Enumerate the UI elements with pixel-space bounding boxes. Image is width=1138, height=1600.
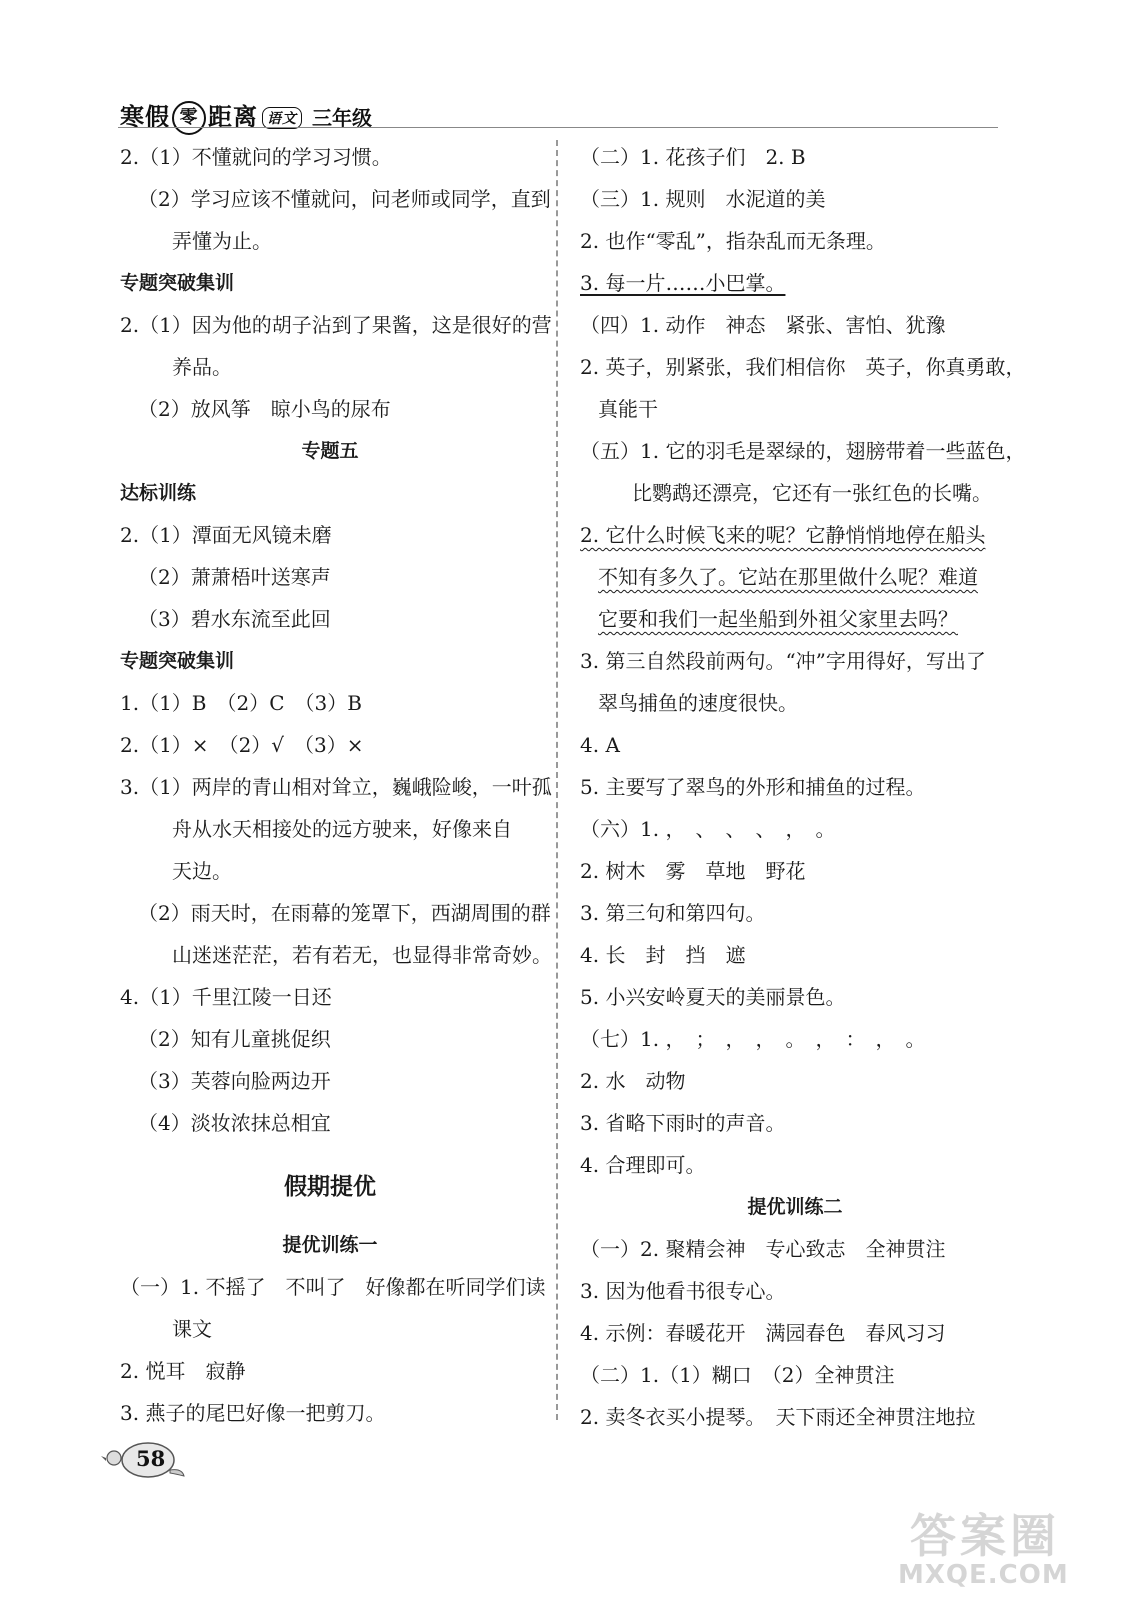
answer-line xyxy=(580,388,1010,430)
answer-line xyxy=(120,178,551,220)
answer-line xyxy=(580,808,1010,850)
answer-line xyxy=(580,1102,1010,1144)
answer-line xyxy=(580,136,1010,178)
answer-text: 4. 示例：春暖花开 满园春色 春风习习 xyxy=(580,1321,946,1345)
brand-circle-char: 零 xyxy=(172,101,206,135)
answer-text: 养品。 xyxy=(172,355,232,379)
answer-text: 天边。 xyxy=(172,859,232,883)
answer-line xyxy=(120,472,540,514)
answer-line xyxy=(580,850,1010,892)
answer-line xyxy=(580,682,1010,724)
answer-line xyxy=(120,598,540,640)
answer-line xyxy=(120,220,540,262)
answer-line xyxy=(120,1018,540,1060)
answer-text: 4. 合理即可。 xyxy=(580,1153,706,1177)
subject-badge: 语文 xyxy=(262,107,302,129)
answer-text: 舟从水天相接处的远方驶来，好像来自 xyxy=(172,817,512,841)
answer-line xyxy=(580,304,1010,346)
answer-text: （二）1. 花孩子们 2. B xyxy=(580,145,806,169)
answer-text: （三）1. 规则 水泥道的美 xyxy=(580,187,826,211)
answer-text: 1.（1）B （2）C （3）B xyxy=(120,691,362,715)
answer-text: 4.（1）千里江陵一日还 xyxy=(120,985,332,1009)
answer-text: （七）1. ， ； ， ， 。 ， ： ， 。 xyxy=(580,1027,926,1051)
answer-text: （二）1.（1）糊口 （2）全神贯注 xyxy=(580,1363,895,1387)
answer-text: 专题五 xyxy=(301,440,359,462)
answer-line xyxy=(120,808,540,850)
answer-line xyxy=(120,346,540,388)
answer-line xyxy=(120,976,540,1018)
answer-line xyxy=(120,766,552,808)
answer-line xyxy=(580,640,1010,682)
answer-line xyxy=(580,724,1010,766)
answer-line xyxy=(580,766,1010,808)
answer-text: 3. 每一片……小巴掌。 xyxy=(580,271,786,295)
brand-suffix: 距离 xyxy=(208,103,258,131)
answer-text: 3. 燕子的尾巴好像一把剪刀。 xyxy=(120,1401,386,1425)
answer-line xyxy=(120,934,552,976)
answer-line xyxy=(580,598,1010,640)
column-divider xyxy=(556,140,558,1420)
answer-text: （2）学习应该不懂就问，问老师或同学，直到 xyxy=(138,187,551,211)
answer-line xyxy=(120,640,540,682)
answer-line xyxy=(120,136,540,178)
answer-line xyxy=(580,556,1010,598)
grade-label: 三年级 xyxy=(312,106,372,130)
brand-prefix: 寒假 xyxy=(120,103,170,131)
answer-text: （2）知有儿童挑促织 xyxy=(138,1027,331,1051)
answer-text: 5. 小兴安岭夏天的美丽景色。 xyxy=(580,985,846,1009)
answer-text: 专题突破集训 xyxy=(120,272,235,294)
answer-text: 课文 xyxy=(172,1317,212,1341)
answer-text: 2.（1）× （2）√ （3）× xyxy=(120,733,364,757)
answer-line xyxy=(120,1060,540,1102)
answer-text: 山迷迷茫茫，若有若无，也显得非常奇妙。 xyxy=(172,943,552,967)
answer-line xyxy=(120,1350,540,1392)
answer-line xyxy=(580,892,1010,934)
answer-text: （六）1. ， 、 、 、 ， 。 xyxy=(580,817,836,841)
answer-line xyxy=(120,850,540,892)
answer-line xyxy=(580,1186,1010,1228)
answer-line xyxy=(120,514,540,556)
answer-line xyxy=(580,1144,1010,1186)
answer-text: 2. 水 动物 xyxy=(580,1069,686,1093)
answer-text: 4. 长 封 挡 遮 xyxy=(580,943,746,967)
answer-line xyxy=(580,934,1010,976)
right-column xyxy=(580,136,1026,1438)
answer-line xyxy=(120,1266,546,1308)
answer-line xyxy=(120,1224,540,1266)
answer-text: 2. 它什么时候飞来的呢？它静悄悄地停在船头 xyxy=(580,523,986,547)
watermark-logo: 答案圈 xyxy=(910,1509,1060,1563)
answer-line xyxy=(580,178,1010,220)
page-header xyxy=(0,0,1138,140)
answer-line xyxy=(580,262,1010,304)
answer-text: 3. 第三句和第四句。 xyxy=(580,901,766,925)
answer-text: 不知有多久了。它站在那里做什么呢？难道 xyxy=(598,565,978,589)
answer-line xyxy=(120,430,540,472)
answer-text: 真能干 xyxy=(598,397,658,421)
watermark-url: MXQE.COM xyxy=(898,1560,1069,1590)
answer-line xyxy=(580,472,1010,514)
answer-line xyxy=(120,682,540,724)
answer-line xyxy=(580,514,1010,556)
answer-text: 提优训练一 xyxy=(282,1234,378,1256)
answer-text: （四）1. 动作 神态 紧张、害怕、犹豫 xyxy=(580,313,946,337)
answer-line xyxy=(120,556,540,598)
answer-line xyxy=(120,388,540,430)
answer-line xyxy=(120,724,540,766)
answer-text: 假期提优 xyxy=(284,1174,376,1200)
answer-line xyxy=(580,1270,1010,1312)
answer-text: 3. 省略下雨时的声音。 xyxy=(580,1111,786,1135)
answer-text: （2）雨天时，在雨幕的笼罩下，西湖周围的群 xyxy=(138,901,551,925)
answer-text: 3.（1）两岸的青山相对耸立，巍峨险峻，一叶孤 xyxy=(120,775,552,799)
answer-text: 2. 卖冬衣买小提琴。 天下雨还全神贯注地拉 xyxy=(580,1405,976,1429)
answer-text: （2）萧萧梧叶送寒声 xyxy=(138,565,331,589)
answer-line xyxy=(580,220,1010,262)
answer-line xyxy=(580,1018,1010,1060)
answer-line xyxy=(120,892,551,934)
header-rule xyxy=(118,127,998,128)
answer-text: （一）2. 聚精会神 专心致志 全神贯注 xyxy=(580,1237,946,1261)
answer-text: （五）1. 它的羽毛是翠绿的，翅膀带着一些蓝色， xyxy=(580,439,1026,463)
answer-line xyxy=(580,1396,1010,1438)
answer-line xyxy=(120,1162,540,1212)
answer-line xyxy=(120,1392,540,1434)
answer-text: 2. 树木 雾 草地 野花 xyxy=(580,859,806,883)
answer-text: （一）1. 不摇了 不叫了 好像都在听同学们读 xyxy=(120,1275,546,1299)
left-column xyxy=(120,136,552,1434)
answer-line xyxy=(120,1308,540,1350)
answer-text: 2.（1）潭面无风镜未磨 xyxy=(120,523,332,547)
answer-line xyxy=(580,1312,1010,1354)
answer-line xyxy=(580,1354,1010,1396)
answer-text: 5. 主要写了翠鸟的外形和捕鱼的过程。 xyxy=(580,775,926,799)
watermark xyxy=(890,1500,1130,1596)
answer-text: 2. 英子，别紧张，我们相信你 英子，你真勇敢， xyxy=(580,355,1026,379)
answer-text: （4）淡妆浓抹总相宜 xyxy=(138,1111,331,1135)
answer-text: 2.（1）不懂就问的学习习惯。 xyxy=(120,145,392,169)
answer-text: 2.（1）因为他的胡子沾到了果酱，这是很好的营 xyxy=(120,313,552,337)
answer-text: 达标训练 xyxy=(120,482,197,504)
page-number: 58 xyxy=(136,1446,166,1471)
answer-line xyxy=(120,304,552,346)
answer-text: 4. A xyxy=(580,733,620,757)
answer-text: 翠鸟捕鱼的速度很快。 xyxy=(598,691,798,715)
answer-text: 2. 悦耳 寂静 xyxy=(120,1359,246,1383)
answer-line xyxy=(580,346,1026,388)
answer-text: 专题突破集训 xyxy=(120,650,235,672)
answer-line xyxy=(580,1228,1010,1270)
answer-text: （3）芙蓉向脸两边开 xyxy=(138,1069,331,1093)
answer-text: 它要和我们一起坐船到外祖父家里去吗？ xyxy=(598,607,958,631)
answer-text: （2）放风筝 晾小鸟的尿布 xyxy=(138,397,391,421)
answer-line xyxy=(120,1102,540,1144)
answer-text: 弄懂为止。 xyxy=(172,229,272,253)
book-brand-logo xyxy=(120,97,302,135)
answer-line xyxy=(580,976,1010,1018)
answer-text: 比鹦鹉还漂亮，它还有一张红色的长嘴。 xyxy=(632,481,992,505)
answer-text: 3. 因为他看书很专心。 xyxy=(580,1279,786,1303)
answer-text: 3. 第三自然段前两句。“冲”字用得好，写出了 xyxy=(580,649,986,673)
answer-text: 提优训练二 xyxy=(747,1196,843,1218)
answer-text: 2. 也作“零乱”，指杂乱而无条理。 xyxy=(580,229,886,253)
answer-text: （3）碧水东流至此回 xyxy=(138,607,331,631)
answer-line xyxy=(580,430,1026,472)
answer-line xyxy=(120,262,540,304)
answer-line xyxy=(580,1060,1010,1102)
